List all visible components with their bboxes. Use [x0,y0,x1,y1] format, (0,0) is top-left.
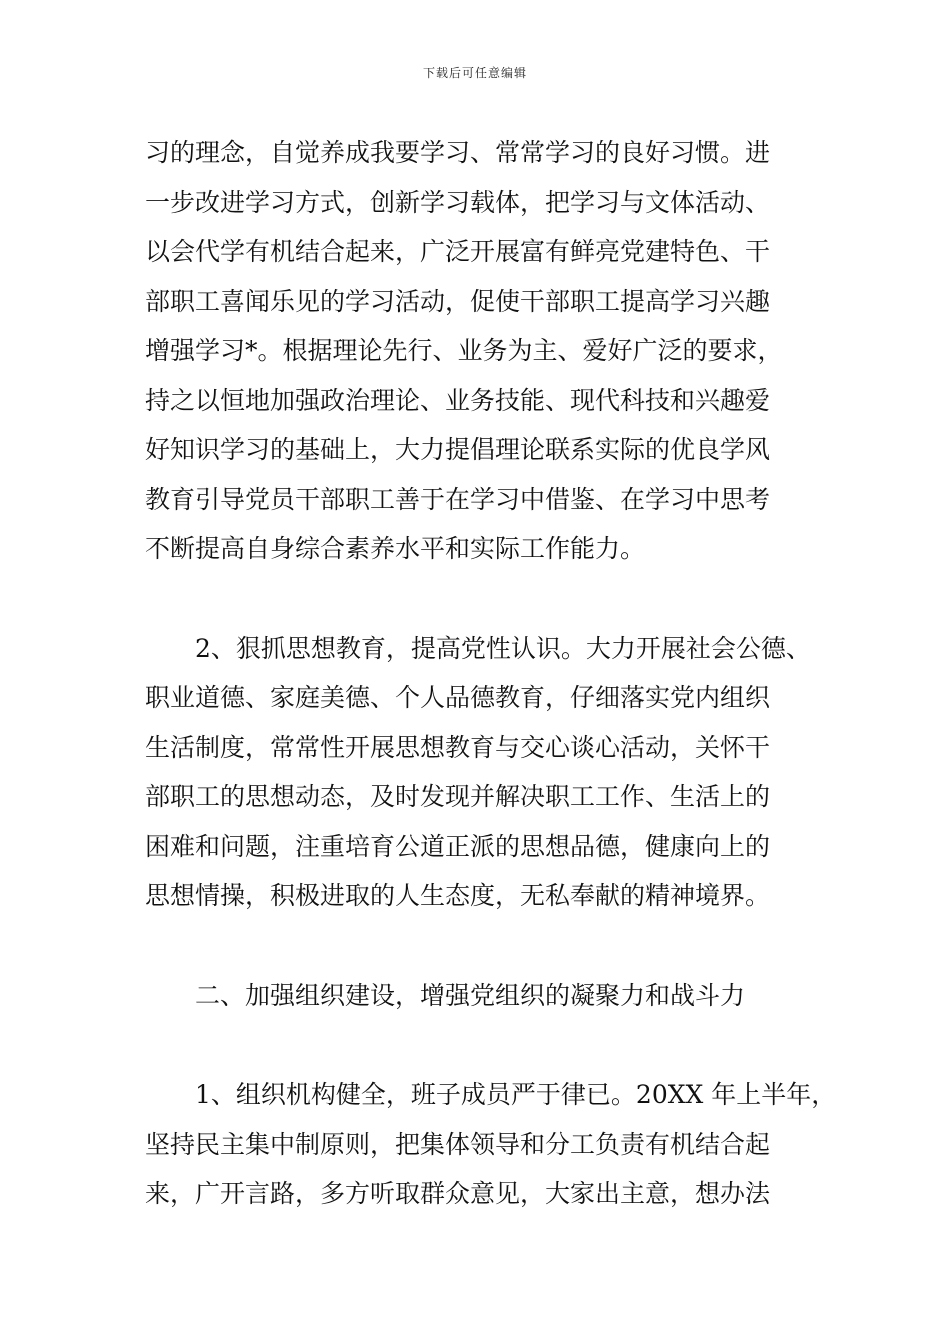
heading-line: 二、加强组织建设，增强党组织的凝聚力和战斗力 [195,980,746,1010]
text-line: 好知识学习的基础上，大力提倡理论联系实际的优良学风 [145,435,771,464]
text-line: 思想情操，积极进取的人生态度，无私奉献的精神境界。 [145,881,771,910]
text-line: 困难和问题，注重培育公道正派的思想品德，健康向上的 [145,831,771,861]
paragraph-ideological-education [145,624,825,921]
text-line: 部职工的思想动态，及时发现并解决职工工作、生活上的 [145,782,771,811]
document-body [145,128,837,1219]
text-line: 坚持民主集中制原则，把集体领导和分工负责有机结合起 [145,1129,771,1159]
text-line: 教育引导党员干部职工善于在学习中借鉴、在学习中思考 [145,484,771,514]
paragraph-organization [145,1070,837,1219]
text-line: 生活制度，常常性开展思想教育与交心谈心活动，关怀干 [145,732,771,762]
text-line: 以会代学有机结合起来，广泛开展富有鲜亮党建特色、干 [145,237,771,266]
text-line: 习的理念，自觉养成我要学习、常常学习的良好习惯。进 [145,138,771,167]
text-line: 部职工喜闻乐见的学习活动，促使干部职工提高学习兴趣 [145,286,771,316]
paragraph-spacer [145,921,825,971]
text-line: 持之以恒地加强政治理论、业务技能、现代科技和兴趣爱 [145,385,771,415]
paragraph-spacer [145,1020,825,1070]
paragraph-study-culture [145,128,825,574]
paragraph-spacer [145,574,825,624]
text-line: 职业道德、家庭美德、个人品德教育，仔细落实党内组织 [145,683,771,712]
text-line: 来，广开言路，多方听取群众意见，大家出主意，想办法 [145,1179,771,1208]
text-line: 增强学习*。根据理论先行、业务为主、爱好广泛的要求， [145,336,783,365]
text-line: 1、组织机构健全，班子成员严于律已。20XX 年上半年， [195,1080,837,1109]
text-line: 2、狠抓思想教育，提高党性认识。大力开展社会公德、 [195,633,811,663]
section-heading [145,971,825,1021]
text-line: 一步改进学习方式，创新学习载体，把学习与文体活动、 [145,187,771,217]
text-line: 不断提高自身综合素养水平和实际工作能力。 [145,534,646,563]
page-header: 下载后可任意编辑 [422,66,527,80]
